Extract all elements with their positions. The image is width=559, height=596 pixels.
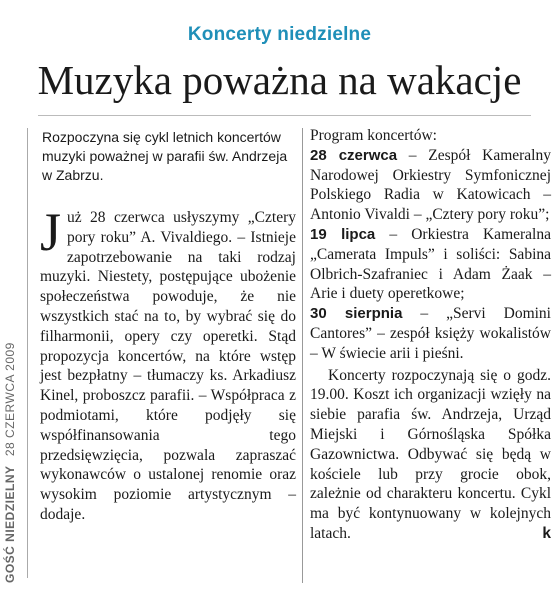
program-column — [310, 126, 551, 544]
margin-rule — [27, 128, 28, 578]
program-text: – Orkiestra Kameralna „Camerata Impuls” i soliści: Sabina Olbrich-Szafraniec i Adam Żaak – Arie i duety operetkowe; — [310, 225, 551, 303]
article-lead: Rozpoczyna się cykl letnich koncertów muzyki poważnej w parafii św. Andrzeja w Zabrzu. — [42, 129, 288, 183]
program-text: – „Servi Domini Cantores” – zespół księży wokalistów – W świecie arii i pieśni. — [310, 305, 551, 362]
drop-cap: J — [40, 202, 62, 262]
program-heading: Program koncertów: — [310, 127, 437, 144]
program-item — [310, 146, 551, 225]
closing-text: Koncerty rozpoczynają się o godz. 19.00. Koszt ich organizacji wzięły na siebie parafia św. Andrzeja, Urząd Miejski i Górnośląska Spółka Gazownictwa. Odbywać się będą w kościele lub przy grocie obok, zależnie od charakteru koncertu. Cykl ma być kontynuowany w kolejnych latach. — [310, 366, 551, 542]
column-divider — [302, 128, 303, 583]
headline-rule — [38, 115, 531, 116]
program-item — [310, 304, 551, 363]
publication-name: GOŚĆ NIEDZIELNY — [3, 465, 17, 583]
article-headline: Muzyka poważna na wakacje — [37, 57, 522, 103]
body-text: uż 28 czerwca usłyszymy „Cztery pory roku” A. Vivaldiego. – Istnieje zapotrzebowanie na taki rodzaj muzyki. Niestety, postępujące ubożenie społeczeństwa powoduje, że nie wszystkich stać na to, by wybrać się do filharmonii, opery czy operetki. Stąd propozycja koncertów, na które wstęp jest bezpłatny – tłumaczy ks. Arkadiusz Kinel, proboszcz parafii. – Współpraca z podmiotami, które podjęły się współfinansowania tego przedsięwzięcia, pozwala zapraszać wykonawców o ustalonej renomie oraz wysokim poziomie artystycznym – dodaje. — [40, 209, 296, 523]
author-signature: k — [542, 524, 551, 542]
page-side-label — [0, 243, 20, 583]
program-date: 30 sierpnia — [310, 305, 403, 323]
closing-paragraph — [310, 366, 551, 544]
program-item — [310, 225, 551, 304]
program-date: 19 lipca — [310, 225, 376, 243]
program-text: – Zespół Kameralny Narodowej Orkiestry Symfonicznej Polskiego Radia w Katowicach – Antonio Vivaldi – „Cztery pory roku”; — [310, 146, 551, 224]
section-kicker: Koncerty niedzielne — [187, 24, 372, 45]
article-body — [40, 202, 296, 525]
program-date: 28 czerwca — [310, 146, 398, 164]
issue-date: 28 CZERWCA 2009 — [3, 342, 17, 457]
